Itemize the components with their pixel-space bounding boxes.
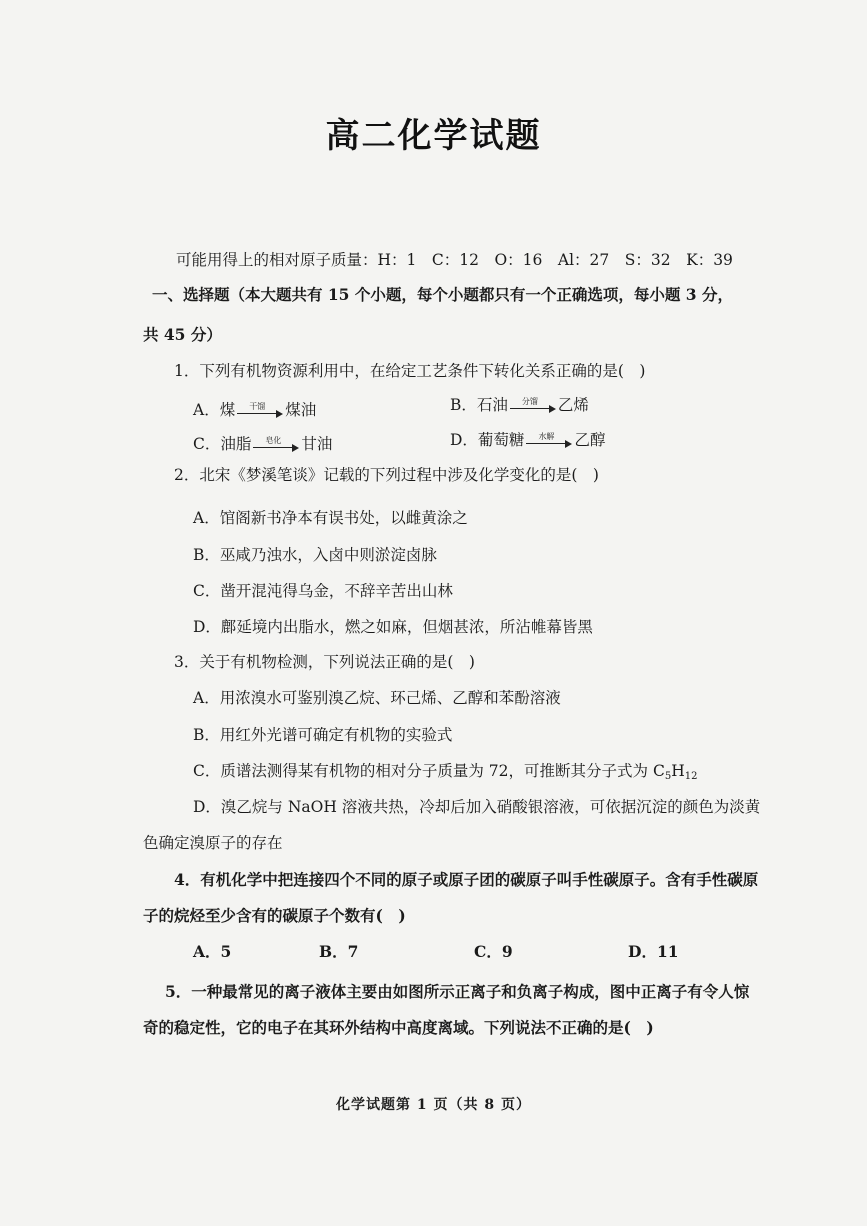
q3-option-d-line2: 色确定溴原子的存在 xyxy=(143,834,283,852)
q1-a-product: 煤油 xyxy=(285,401,317,419)
q2-option-a: A．馆阁新书净本有误书处，以雌黄涂之 xyxy=(193,509,468,527)
reaction-arrow-icon: 水解 xyxy=(526,434,572,448)
q4-option-b: B．7 xyxy=(319,942,359,961)
q1-c-label: C．油脂 xyxy=(193,435,252,453)
q4-option-d: D．11 xyxy=(628,942,679,961)
q4-option-c: C．9 xyxy=(474,942,513,961)
q2-option-b: B．巫咸乃浊水，入卤中则淤淀卤脉 xyxy=(193,546,437,564)
q1-c-product: 甘油 xyxy=(301,435,333,453)
section-heading-line2: 共 45 分） xyxy=(143,325,222,344)
atomic-masses-line: 可能用得上的相对原子质量：H：1 C：12 O：16 Al：27 S：32 K：39 xyxy=(176,251,733,269)
q3-option-b: B．用红外光谱可确定有机物的实验式 xyxy=(193,726,453,744)
q1-option-c xyxy=(193,432,332,454)
q5-stem-line2: 奇的稳定性，它的电子在其环外结构中高度离域。下列说法不正确的是( ) xyxy=(143,1018,654,1037)
q1-b-product: 乙烯 xyxy=(557,396,589,414)
q2-option-d: D．鄜延境内出脂水，燃之如麻，但烟甚浓，所沾帷幕皆黑 xyxy=(193,618,593,636)
reaction-arrow-icon: 干馏 xyxy=(237,404,283,418)
q1-stem: 1．下列有机物资源利用中，在给定工艺条件下转化关系正确的是( ) xyxy=(174,362,646,380)
q2-option-c: C．凿开混沌得乌金，不辞辛苦出山林 xyxy=(193,582,453,600)
reaction-arrow-icon: 分馏 xyxy=(510,399,556,413)
q4-stem-line1: 4．有机化学中把连接四个不同的原子或原子团的碳原子叫手性碳原子。含有手性碳原 xyxy=(174,870,759,889)
reaction-arrow-icon: 皂化 xyxy=(253,438,299,452)
page-footer: 化学试题第 1 页（共 8 页） xyxy=(336,1097,531,1113)
page-title: 高二化学试题 xyxy=(325,116,542,156)
q3-option-c: C．质谱法测得某有机物的相对分子质量为 72，可推断其分子式为 $C_5H_{12}$ xyxy=(193,762,698,782)
q1-option-b xyxy=(450,393,589,415)
q3-option-a: A．用浓溴水可鉴别溴乙烷、环己烯、乙醇和苯酚溶液 xyxy=(193,689,561,707)
q1-d-product: 乙醇 xyxy=(574,431,606,449)
q1-d-label: D．葡萄糖 xyxy=(450,431,525,449)
q4-stem-line2: 子的烷烃至少含有的碳原子个数有( ) xyxy=(143,906,406,925)
q2-stem: 2．北宋《梦溪笔谈》记载的下列过程中涉及化学变化的是( ) xyxy=(174,466,599,484)
q1-a-label: A．煤 xyxy=(193,401,236,419)
q1-b-label: B．石油 xyxy=(450,396,508,414)
q5-stem-line1: 5．一种最常见的离子液体主要由如图所示正离子和负离子构成，图中正离子有令人惊 xyxy=(165,982,750,1001)
q3-option-d-line1: D．溴乙烷与 NaOH 溶液共热，冷却后加入硝酸银溶液，可依据沉淀的颜色为淡黄 xyxy=(193,798,761,816)
section-heading-line1: 一、选择题（本大题共有 15 个小题，每个小题都只有一个正确选项，每小题 3 分， xyxy=(152,285,733,304)
q1-option-a xyxy=(193,398,316,420)
q4-option-a: A．5 xyxy=(193,942,232,961)
q3-stem: 3．关于有机物检测，下列说法正确的是( ) xyxy=(174,653,475,671)
q1-option-d xyxy=(450,428,605,450)
